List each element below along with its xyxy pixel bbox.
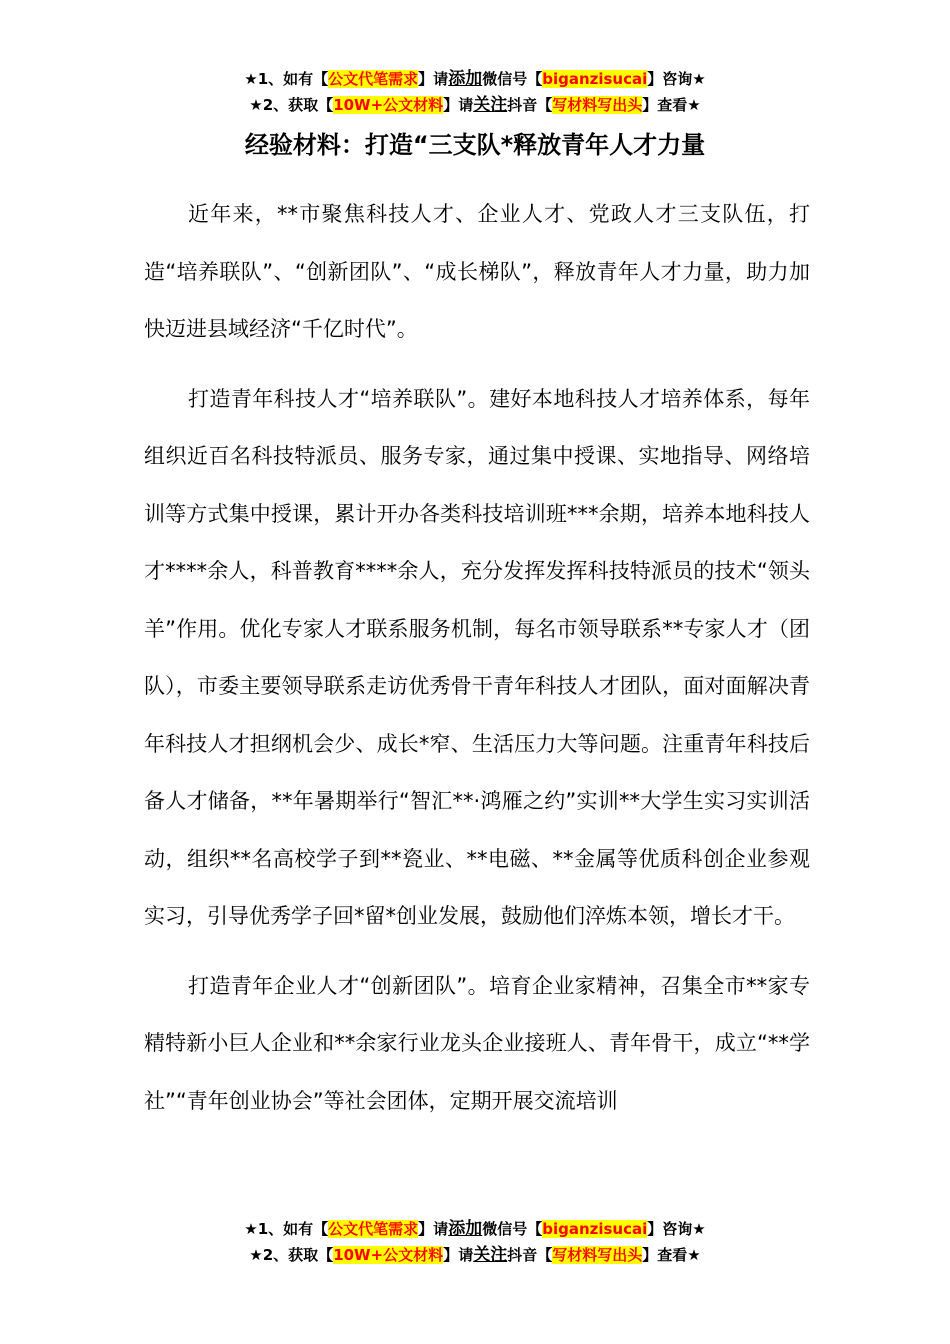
promo-text: 】请 bbox=[443, 1246, 474, 1264]
promo-text: 】请 bbox=[418, 70, 449, 88]
promo-text: 抖音【 bbox=[507, 96, 553, 114]
promo-line-2 bbox=[0, 1242, 950, 1268]
promo-text: 微信号【 bbox=[482, 70, 543, 88]
promo-text: ★1、如有【 bbox=[244, 1220, 329, 1238]
paragraph-enterprise-talent: 打造青年企业人才“创新团队”。培育企业家精神，召集全市**家专精特新小巨人企业和**余家行业龙头企业接班人、青年骨干，成立“**学社”“青年创业协会”等社会团体，定期开展交流培训 bbox=[144, 973, 810, 1113]
promo-underline: 关注 bbox=[473, 1245, 508, 1265]
promo-highlight: biganzisucai bbox=[542, 70, 648, 88]
promo-highlight: 公文代笔需求 bbox=[328, 1220, 419, 1238]
promo-underline: 添加 bbox=[448, 1219, 483, 1239]
promo-header bbox=[0, 66, 950, 118]
promo-underline: 添加 bbox=[448, 69, 483, 89]
promo-text: 】请 bbox=[418, 1220, 449, 1238]
document-body bbox=[144, 186, 810, 1142]
promo-line-1 bbox=[0, 66, 950, 92]
promo-footer bbox=[0, 1216, 950, 1268]
promo-highlight: 写材料写出头 bbox=[552, 96, 643, 114]
promo-text: ★2、获取【 bbox=[249, 1246, 334, 1264]
promo-highlight: 10W+公文材料 bbox=[333, 96, 444, 114]
promo-line-1 bbox=[0, 1216, 950, 1242]
promo-text: 】查看★ bbox=[642, 1246, 701, 1264]
promo-text: ★1、如有【 bbox=[244, 70, 329, 88]
promo-highlight: 公文代笔需求 bbox=[328, 70, 419, 88]
promo-highlight: 写材料写出头 bbox=[552, 1246, 643, 1264]
promo-text: 抖音【 bbox=[507, 1246, 553, 1264]
promo-highlight: 10W+公文材料 bbox=[333, 1246, 444, 1264]
promo-highlight: biganzisucai bbox=[542, 1220, 648, 1238]
promo-text: 微信号【 bbox=[482, 1220, 543, 1238]
promo-text: 】咨询★ bbox=[647, 1220, 706, 1238]
promo-text: 】请 bbox=[443, 96, 474, 114]
promo-text: 】咨询★ bbox=[647, 70, 706, 88]
promo-underline: 关注 bbox=[473, 95, 508, 115]
document-title: 经验材料：打造“三支队*释放青年人才力量 bbox=[244, 131, 706, 159]
paragraph-intro: 近年来，**市聚焦科技人才、企业人才、党政人才三支队伍，打造“培养联队”、“创新团队”、“成长梯队”，释放青年人才力量，助力加快迈进县域经济“千亿时代”。 bbox=[144, 202, 810, 341]
promo-line-2 bbox=[0, 92, 950, 118]
paragraph-tech-talent: 打造青年科技人才“培养联队”。建好本地科技人才培养体系，每年组织近百名科技特派员、服务专家，通过集中授课、实地指导、网络培训等方式集中授课，累计开办各类科技培训班***余期，培养本地科技人才****余人，科普教育****余人，充分发挥发挥科技特派员的技术“领头羊”作用。优化专家人才联系服务机制，每名市领导联系**专家人才（团队），市委主要领导联系走访优秀骨干青年科技人才团队，面对面解决青年科技人才担纲机会少、成长*窄、生活压力大等问题。注重青年科技后备人才储备，**年暑期举行“智汇**·鸿雁之约”实训**大学生实习实训活动，组织**名高校学子到**瓷业、**电磁、**金属等优质科创企业参观实习，引导优秀学子回*留*创业发展，鼓励他们淬炼本领，增长才干。 bbox=[144, 386, 810, 928]
promo-text: 】查看★ bbox=[642, 96, 701, 114]
promo-text: ★2、获取【 bbox=[249, 96, 334, 114]
